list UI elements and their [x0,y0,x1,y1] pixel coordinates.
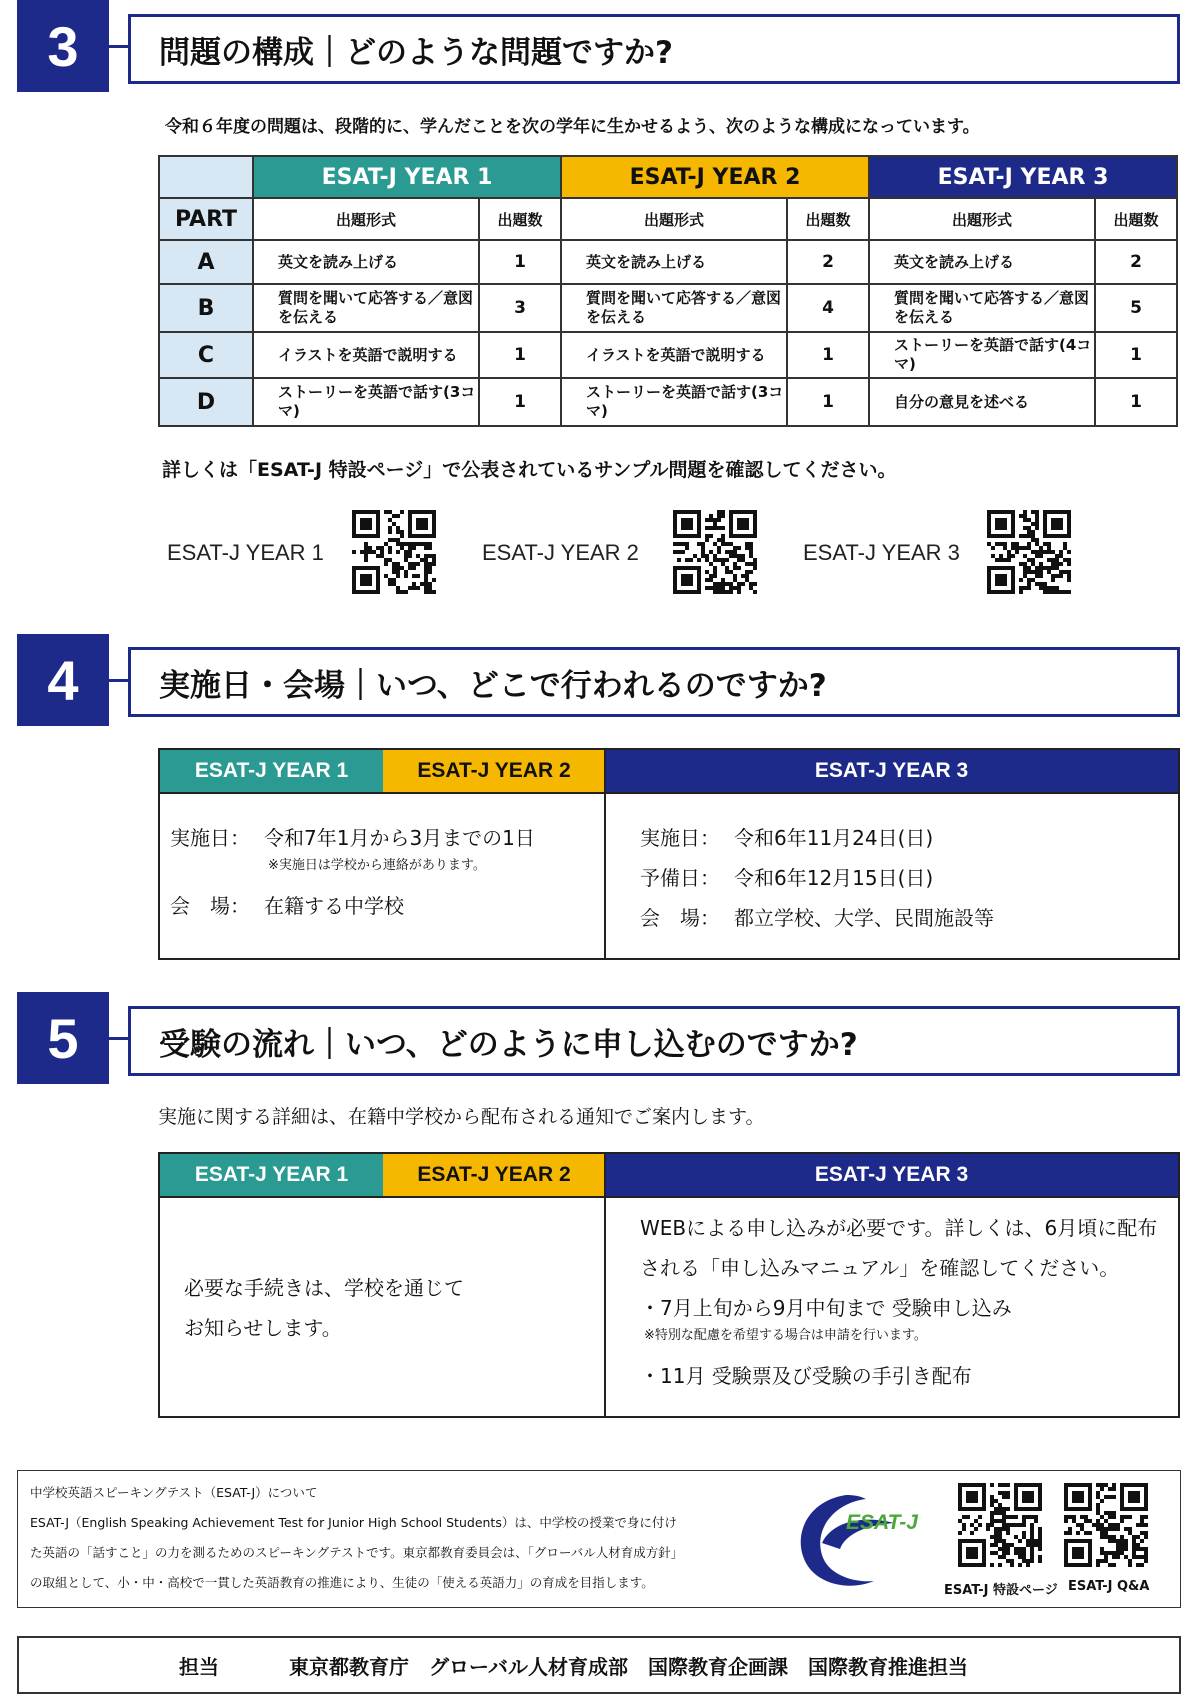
column-divider [604,750,606,958]
special-consideration-note: ※特別な配慮を希望する場合は申請を行います。 [644,1328,927,1343]
date-value: 令和6年11月24日(日) [734,826,934,850]
about-heading: 中学校英語スピーキングテスト（ESAT-J）について [30,1485,318,1500]
web-application-line-1: WEBによる申し込みが必要です。詳しくは、6月頃に配布 [640,1216,1158,1240]
venue-label: 会 場： [170,894,250,918]
format-cell: 質問を聞いて応答する／意図を伝える [561,284,787,332]
part-header: PART [159,198,253,240]
format-cell: 英文を読み上げる [253,240,479,284]
qr-code-year-2[interactable] [673,510,757,594]
venue-label: 会 場： [640,906,720,930]
reserve-label: 予備日： [640,866,720,890]
date-note: ※実施日は学校から連絡があります。 [268,858,486,873]
format-cell: 質問を聞いて応答する／意図を伝える [869,284,1095,332]
logo-text: ESAT-J [846,1511,918,1534]
web-application-line-2: される「申し込みマニュアル」を確認してください。 [640,1256,1120,1280]
count-cell: 4 [787,284,869,332]
header-year-2: ESAT-J YEAR 2 [383,1154,605,1196]
part-label: B [159,284,253,332]
date-label: 実施日： [170,826,250,850]
count-cell: 2 [787,240,869,284]
count-cell: 1 [479,240,561,284]
count-cell: 1 [787,332,869,378]
table-row [159,332,1177,378]
count-cell: 1 [1095,332,1177,378]
section-3-title: 問題の構成｜どのような問題ですか? [128,14,1180,84]
qr-code-year-1[interactable] [352,510,436,594]
format-cell: ストーリーを英語で話す(3コマ) [561,378,787,426]
format-cell: 自分の意見を述べる [869,378,1095,426]
count-header: 出題数 [479,198,561,240]
question-structure-table [158,155,1178,427]
table-row [159,284,1177,332]
venue-value: 在籍する中学校 [264,894,404,918]
format-cell: イラストを英語で説明する [253,332,479,378]
contact-organization: 東京都教育庁 グローバル人材育成部 国際教育企画課 国際教育推進担当 [289,1654,968,1679]
qr-code-special-page[interactable] [958,1483,1042,1567]
column-divider [604,1154,606,1416]
qr-caption-qa: ESAT-J Q&A [1068,1579,1150,1594]
table-corner [159,156,253,198]
qr-label-year-3: ESAT-J YEAR 3 [803,540,960,565]
table-row [159,240,1177,284]
format-header: 出題形式 [869,198,1095,240]
reserve-value: 令和6年12月15日(日) [734,866,934,890]
count-header: 出題数 [1095,198,1177,240]
application-period: ・7月上旬から9月中旬まで 受験申し込み [640,1296,1012,1320]
count-cell: 1 [479,332,561,378]
table-row [159,378,1177,426]
header-year-1: ESAT-J YEAR 1 [160,1154,383,1196]
format-header: 出題形式 [561,198,787,240]
header-year-1: ESAT-J YEAR 1 [253,156,561,198]
exam-ticket-distribution: ・11月 受験票及び受験の手引き配布 [640,1364,972,1388]
format-cell: 質問を聞いて応答する／意図を伝える [253,284,479,332]
format-cell: 英文を読み上げる [561,240,787,284]
contact-footer [17,1636,1181,1694]
date-label: 実施日： [640,826,720,850]
application-table [158,1152,1180,1418]
count-cell: 1 [479,378,561,426]
qr-code-qa[interactable] [1064,1483,1148,1567]
header-year-2: ESAT-J YEAR 2 [383,750,605,792]
qr-label-year-2: ESAT-J YEAR 2 [482,540,639,565]
header-year-3: ESAT-J YEAR 3 [869,156,1177,198]
format-header: 出題形式 [253,198,479,240]
count-cell: 1 [1095,378,1177,426]
count-cell: 1 [787,378,869,426]
date-value: 令和7年1月から3月までの1日 [264,826,535,850]
section-5-intro: 実施に関する詳細は、在籍中学校から配布される通知でご案内します。 [158,1106,765,1128]
esat-j-logo [784,1485,924,1595]
format-cell: ストーリーを英語で話す(4コマ) [869,332,1095,378]
qr-code-year-3[interactable] [987,510,1071,594]
count-cell: 3 [479,284,561,332]
section-3-number: 3 [17,0,109,92]
count-cell: 5 [1095,284,1177,332]
header-year-2: ESAT-J YEAR 2 [561,156,869,198]
sample-note: 詳しくは「ESAT-J 特設ページ」で公表されているサンプル問題を確認してください。 [162,459,897,481]
header-year-1: ESAT-J YEAR 1 [160,750,383,792]
section-4-number: 4 [17,634,109,726]
about-line: ESAT-J（English Speaking Achievement Test for Junior High School Students）は、中学校の授業で身に付け [30,1515,677,1530]
schedule-table [158,748,1180,960]
header-divider [160,792,1178,794]
header-divider [160,1196,1178,1198]
procedure-line-1: 必要な手続きは、学校を通じて [184,1276,464,1300]
about-line: た英語の「話すこと」の力を測るためのスピーキングテストです。東京都教育委員会は、「グローバル人材育成方針」 [30,1545,684,1560]
format-cell: イラストを英語で説明する [561,332,787,378]
qr-label-year-1: ESAT-J YEAR 1 [167,540,324,565]
header-year-3: ESAT-J YEAR 3 [605,1154,1178,1196]
format-cell: ストーリーを英語で話す(3コマ) [253,378,479,426]
about-line: の取組として、小・中・高校で一貫した英語教育の推進により、生徒の「使える英語力」の育成を目指します。 [30,1575,654,1590]
section-4-title: 実施日・会場｜いつ、どこで行われるのですか? [128,647,1180,717]
part-label: C [159,332,253,378]
section-3-intro: 令和６年度の問題は、段階的に、学んだことを次の学年に生かせるよう、次のような構成になっています。 [165,117,980,137]
count-header: 出題数 [787,198,869,240]
contact-label: 担当 [179,1654,219,1679]
part-label: A [159,240,253,284]
section-5-number: 5 [17,992,109,1084]
format-cell: 英文を読み上げる [869,240,1095,284]
count-cell: 2 [1095,240,1177,284]
part-label: D [159,378,253,426]
qr-caption-special-page: ESAT-J 特設ページ [944,1583,1058,1598]
header-year-3: ESAT-J YEAR 3 [605,750,1178,792]
procedure-line-2: お知らせします。 [184,1316,342,1340]
section-5-title: 受験の流れ｜いつ、どのように申し込むのですか? [128,1006,1180,1076]
about-esat-j-box [17,1470,1181,1608]
venue-value: 都立学校、大学、民間施設等 [734,906,994,930]
